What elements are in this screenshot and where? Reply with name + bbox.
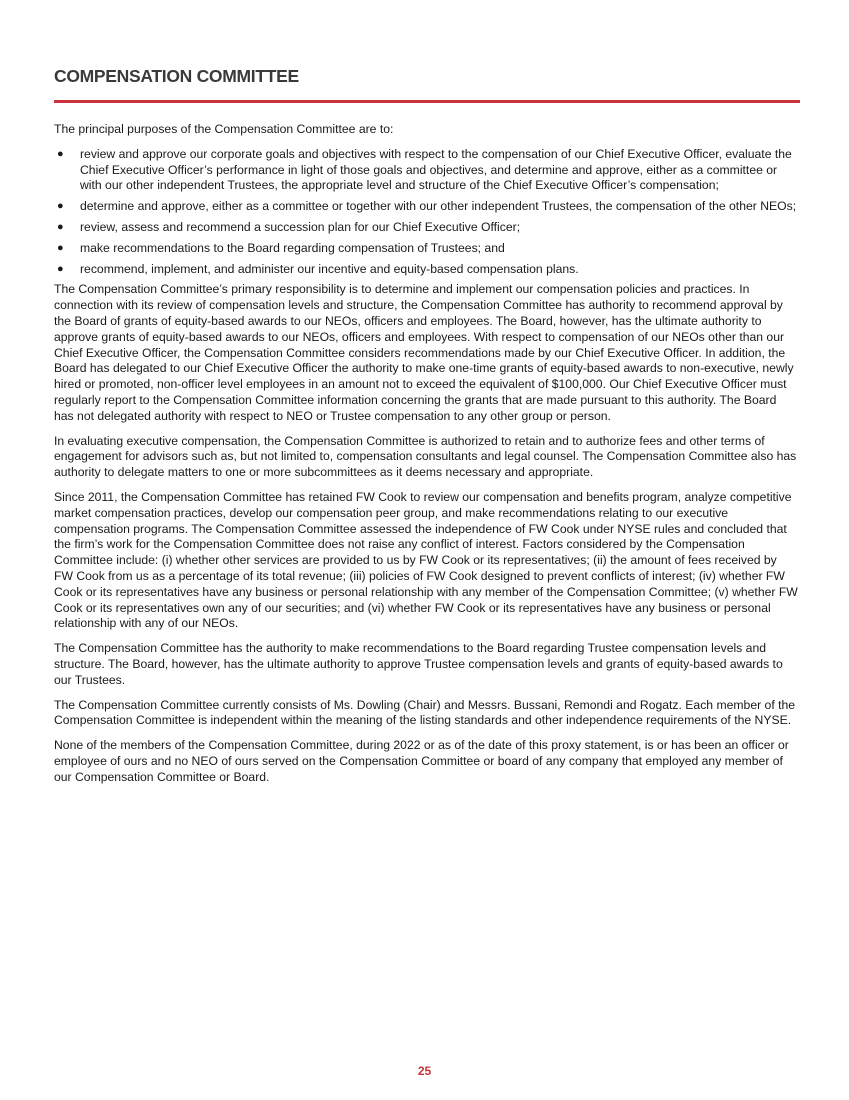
bullet-icon: ● (57, 241, 64, 254)
bullet-icon: ● (57, 147, 64, 160)
purpose-list (54, 147, 798, 278)
list-item (54, 199, 798, 215)
section-heading: COMPENSATION COMMITTEE (54, 66, 299, 86)
list-item-text: determine and approve, either as a committee or together with our other independent Trustees, the compensation of the other NEOs; (80, 199, 797, 214)
paragraph-responsibility: The Compensation Committee’s primary responsibility is to determine and implement our compensation policies and practices. In connection with its review of compensation levels and structure, the Compensation Committee has authority to recommend approval by the Board of grants of equity-based awards to our NEOs, officers and employees. The Board, however, has the ultimate authority to approve grants of equity-based awards to our NEOs, officers and employees. With respect to compensation of our NEOs other than our Chief Executive Officer, the Compensation Committee considers recommendations made by our Chief Executive Officer. In addition, the Board has delegated to our Chief Executive Officer the authority to make one-time grants of equity-based awards to non-executive, newly hired or promoted, non-officer level employees in an amount not to exceed the equivalent of $100,000. Our Chief Executive Officer must regularly report to the Compensation Committee information concerning the grants that are made pursuant to this authority. The Board has not delegated authority with respect to NEO or Trustee compensation to any other group or person. (54, 282, 794, 423)
paragraph-fw-cook: Since 2011, the Compensation Committee has retained FW Cook to review our compensation and benefits program, analyze competitive market compensation practices, develop our compensation peer group, and make recommendations relating to our executive compensation programs. The Compensation Committee assessed the independence of FW Cook under NYSE rules and concluded that the firm’s work for the Compensation Committee does not raise any conflict of interest. Factors considered by the Compensation Committee include: (i) whether other services are provided to us by FW Cook or its representatives; (ii) the amount of fees received by FW Cook from us as a percentage of its total revenue; (iii) policies of FW Cook designed to prevent conflicts of interest; (iv) whether FW Cook or its representatives have any business or personal relationship with any member of the Compensation Committee; (v) whether FW Cook or its representatives own any of our securities; and (vi) whether FW Cook or its representatives have any business or personal relationship with any of our NEOs. (54, 489, 798, 631)
body-content (54, 122, 798, 794)
paragraph-membership: The Compensation Committee currently consists of Ms. Dowling (Chair) and Messrs. Bussani, Remondi and Rogatz. Each member of the Compensation Committee is independent within the meaning of the listing standards and other independence requirements of the NYSE. (54, 697, 796, 728)
list-item-text: review and approve our corporate goals and objectives with respect to the compensation of our Chief Executive Officer, evaluate the Chief Executive Officer’s performance in light of those goals and objectives, and determine and approve, either as a committee or with our other independent Trustees, the appropriate level and structure of the Chief Executive Officer’s compensation; (80, 146, 792, 193)
page-number: 25 (417, 1064, 432, 1078)
list-item (54, 147, 798, 194)
list-item (54, 220, 798, 236)
bullet-icon: ● (57, 200, 64, 213)
bullet-icon: ● (57, 262, 64, 275)
list-item-text: make recommendations to the Board regarding compensation of Trustees; and (80, 240, 505, 255)
bullet-icon: ● (57, 220, 64, 233)
list-item-text: review, assess and recommend a succession plan for our Chief Executive Officer; (80, 219, 521, 234)
list-item-text: recommend, implement, and administer our incentive and equity-based compensation plans. (80, 261, 579, 276)
list-item (54, 262, 798, 278)
paragraph-advisors: In evaluating executive compensation, the Compensation Committee is authorized to retain and to authorize fees and other terms of engagement for advisors such as, but not limited to, compensation consultants and legal counsel. The Compensation Committee also has authority to delegate matters to one or more subcommittees as it deems necessary and appropriate. (54, 433, 797, 480)
paragraph-trustee-compensation: The Compensation Committee has the authority to make recommendations to the Board regarding Trustee compensation levels and structure. The Board, however, has the ultimate authority to approve Trustee compensation levels and grants of equity-based awards to our Trustees. (54, 641, 783, 687)
intro-paragraph: The principal purposes of the Compensation Committee are to: (54, 122, 394, 136)
heading-underline (54, 100, 800, 103)
paragraph-interlocks: None of the members of the Compensation Committee, during 2022 or as of the date of this proxy statement, is or has been an officer or employee of ours and no NEO of ours served on the Compensation Committee or board of any company that employed any member of our Compensation Committee or Board. (54, 738, 789, 784)
list-item (54, 241, 798, 257)
